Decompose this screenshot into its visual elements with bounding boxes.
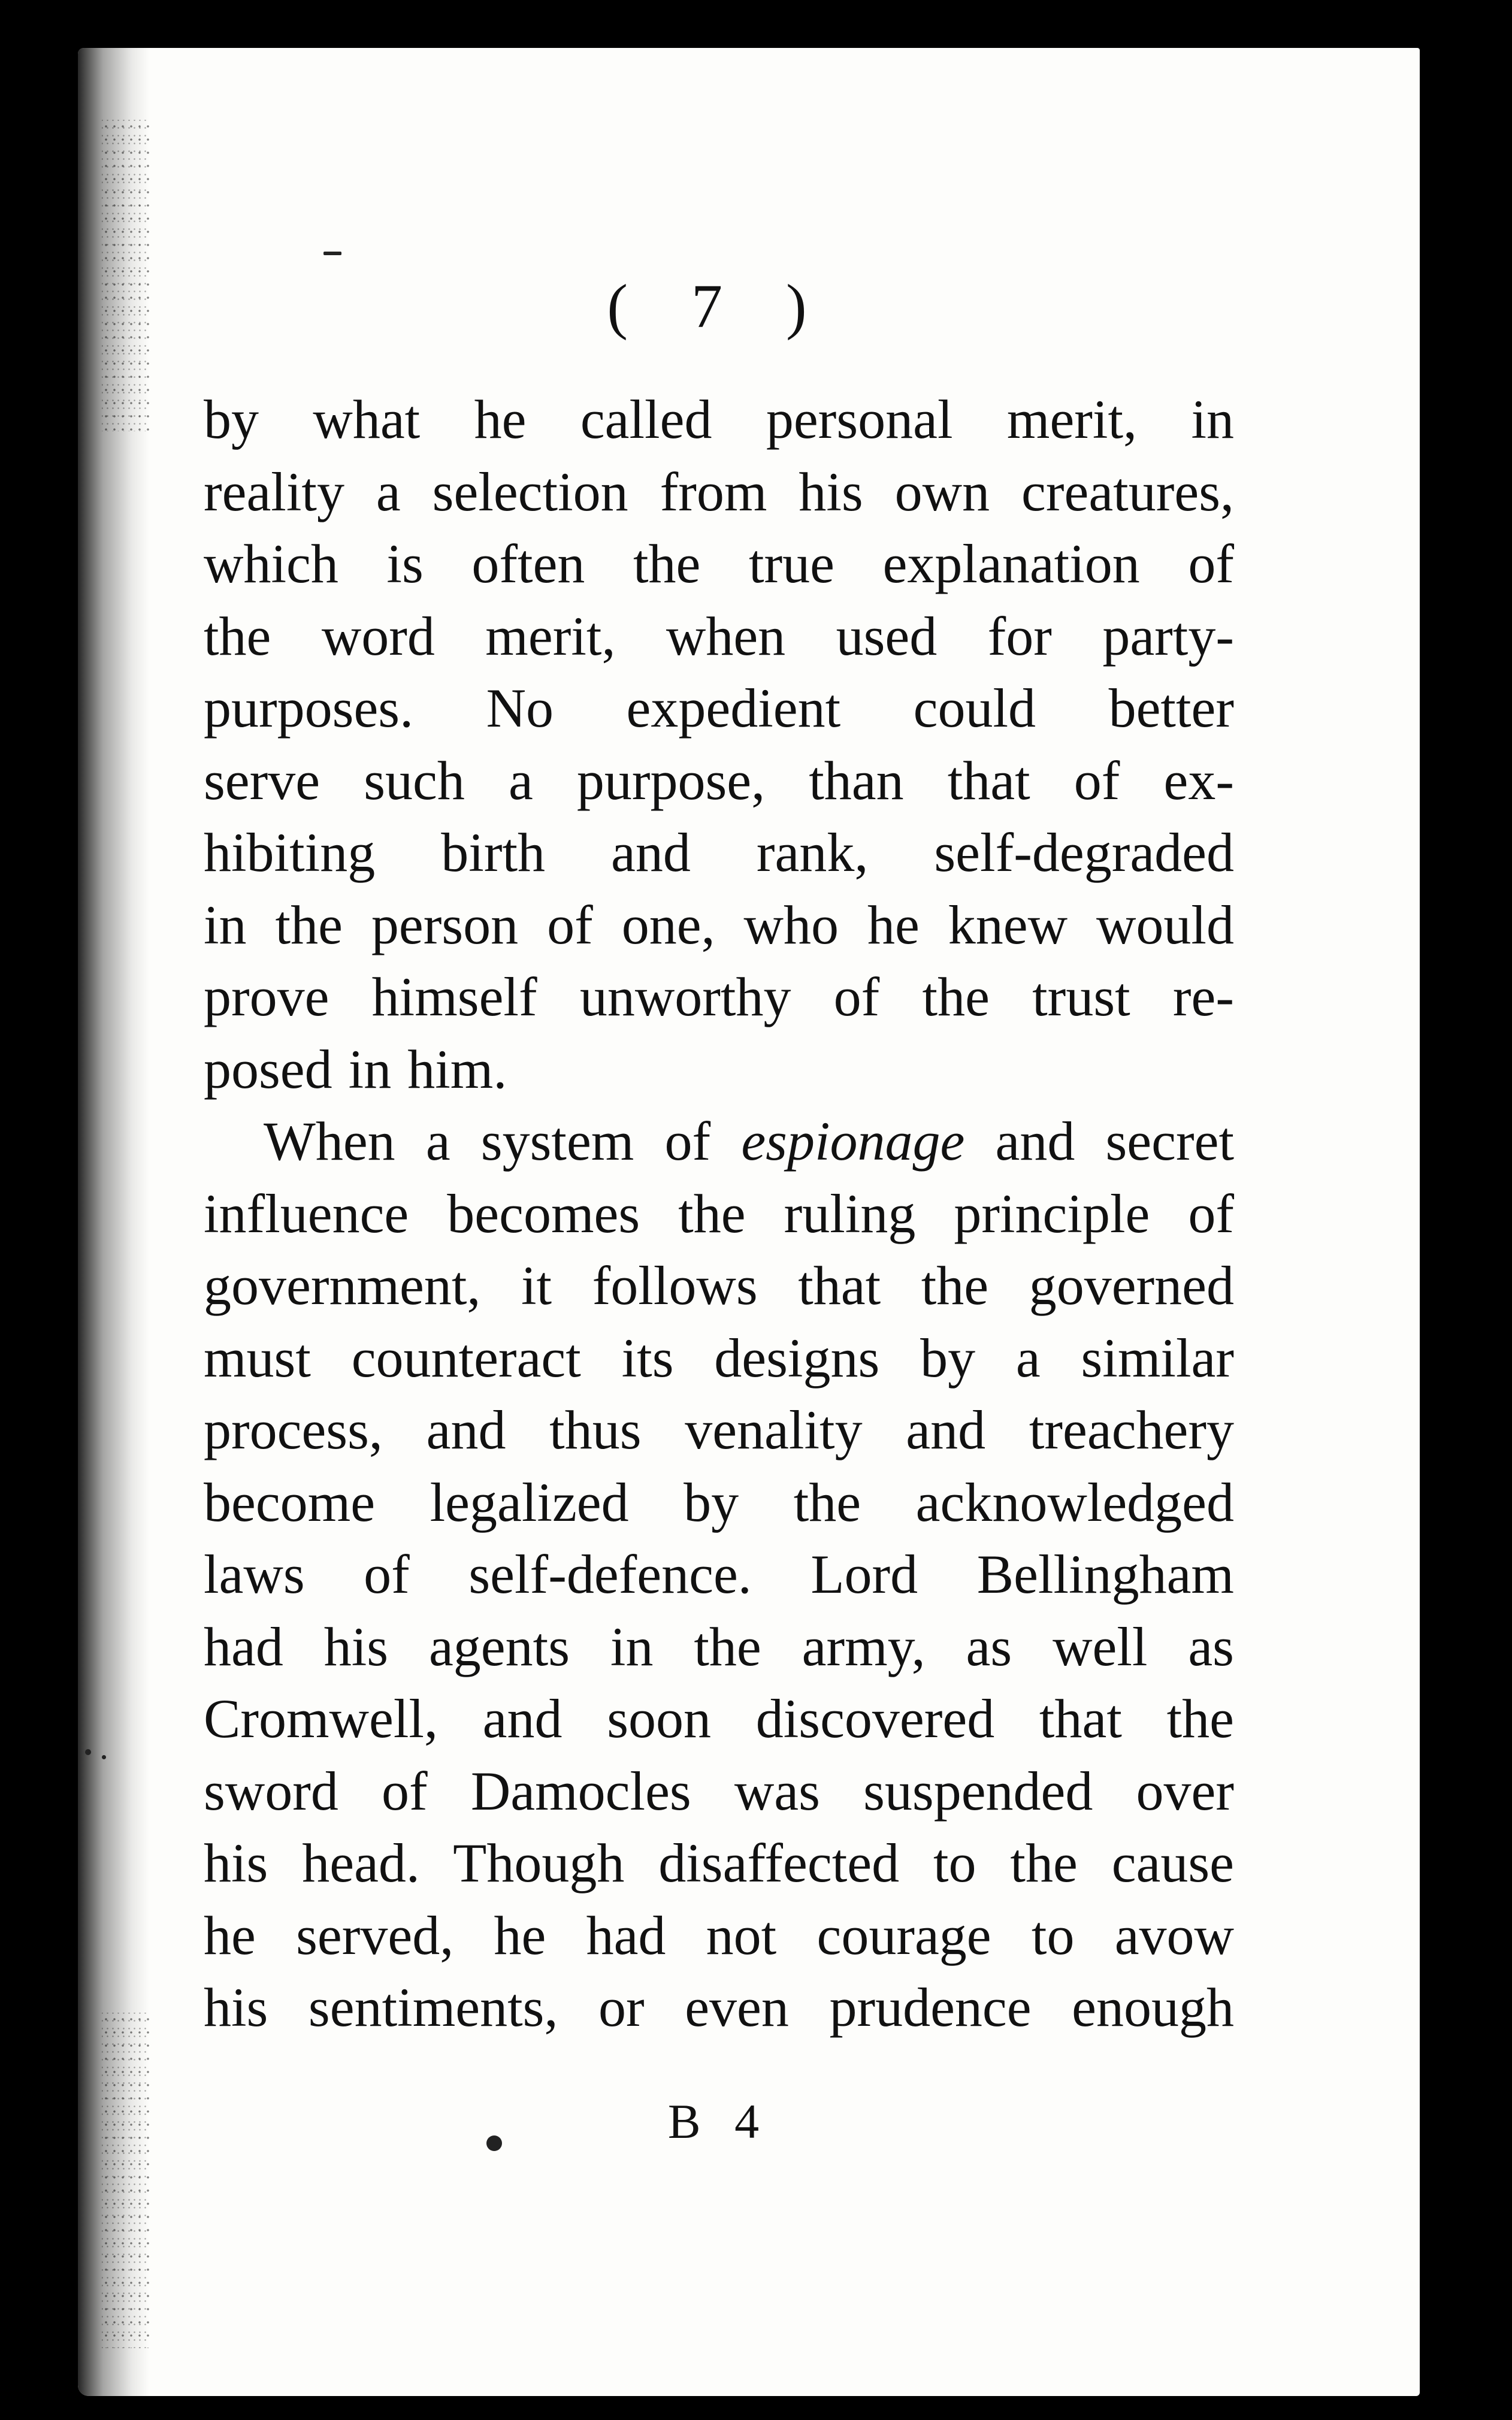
ink-dot [85, 1749, 91, 1755]
text-line: hibiting birth and rank, self-degraded [204, 822, 1234, 883]
text-line: must counteract its designs by a similar [204, 1327, 1234, 1389]
paragraph-2 [204, 1105, 1234, 2044]
text-segment: and secret [964, 1111, 1235, 1172]
book-page [78, 48, 1420, 2396]
text-line: prove himself unworthy of the trust re- [204, 966, 1234, 1027]
text-line: Cromwell, and soon discovered that the [204, 1688, 1234, 1749]
binding-speckle-top [102, 120, 150, 431]
body-text [204, 383, 1234, 2044]
paragraph-1 [204, 383, 1234, 1105]
text-line: become legalized by the acknowledged [204, 1471, 1234, 1533]
signature-mark: B 4 [667, 2094, 770, 2149]
binding-speckle-bottom [102, 2013, 150, 2348]
text-line: sword of Damocles was suspended over [204, 1760, 1234, 1822]
ink-dot [102, 1755, 106, 1759]
text-line: in the person of one, who he knew would [204, 894, 1234, 955]
text-segment: When a system of [264, 1111, 742, 1172]
page-number-heading: ( 7 ) [607, 272, 831, 341]
text-line: influence becomes the ruling principle of [204, 1182, 1234, 1244]
ink-dash [323, 252, 341, 255]
text-line: the word merit, when used for party- [204, 605, 1234, 667]
text-line: posed in him. [204, 1038, 507, 1100]
text-line [204, 1105, 1234, 1178]
text-line: process, and thus venality and treachery [204, 1399, 1234, 1460]
ink-dot [486, 2135, 502, 2151]
italic-word: espionage [741, 1111, 965, 1172]
text-line: by what he called personal merit, in [204, 389, 1234, 450]
text-line: government, it follows that the governed [204, 1255, 1234, 1316]
text-line: which is often the true explanation of [204, 533, 1234, 594]
text-line: reality a selection from his own creatures, [204, 461, 1234, 522]
text-line: his head. Though disaffected to the cause [204, 1832, 1234, 1893]
text-line: serve such a purpose, than that of ex- [204, 749, 1234, 811]
text-line: his sentiments, or even prudence enough [204, 1977, 1234, 2038]
text-line: purposes. No expedient could better [204, 677, 1234, 739]
text-line: laws of self-defence. Lord Bellingham [204, 1544, 1234, 1605]
text-line: had his agents in the army, as well as [204, 1616, 1234, 1677]
text-line: he served, he had not courage to avow [204, 1904, 1234, 1966]
